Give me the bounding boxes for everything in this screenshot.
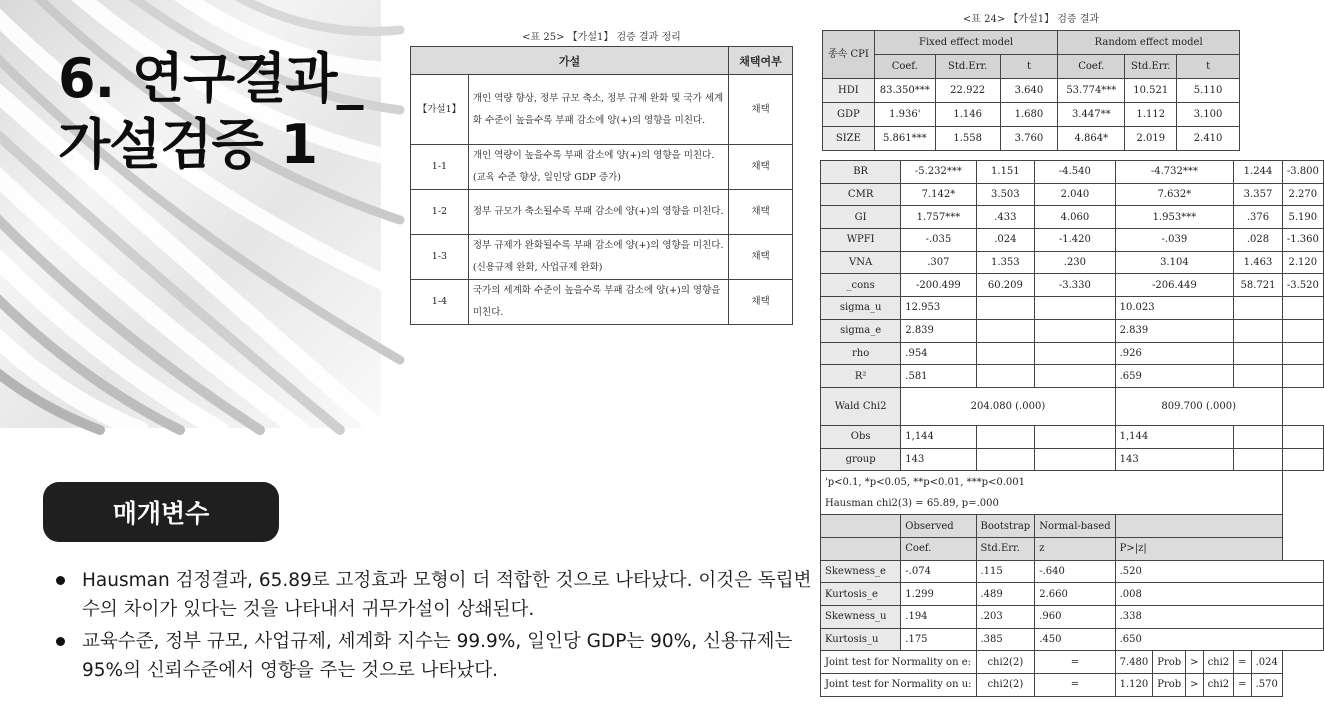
table-cell: 1.680 (1000, 103, 1058, 127)
table-cell: > (1186, 651, 1203, 674)
statistic-name: group (821, 448, 901, 471)
table-cell: .024 (976, 229, 1035, 252)
table-cell (1035, 297, 1115, 320)
col-header: t (1177, 55, 1240, 79)
table-cell: 143 (901, 448, 976, 471)
variable-name: BR (821, 161, 901, 184)
table-row (821, 651, 1324, 674)
table-cell: 1.146 (935, 103, 1000, 127)
table-cell (1234, 342, 1283, 365)
table-cell: 3.760 (1000, 127, 1058, 151)
col-header: Coef. (1058, 55, 1125, 79)
table-cell: 1.299 (901, 583, 976, 606)
bootstrap-subheader: z (1035, 537, 1115, 560)
variable-name: Kurtosis_e (821, 583, 901, 606)
col-header: Std.Err. (1125, 55, 1177, 79)
table-cell: 12.953 (901, 297, 976, 320)
table-cell: 2.839 (1115, 319, 1234, 342)
table-row (821, 560, 1324, 583)
table-cell: 3.640 (1000, 79, 1058, 103)
bootstrap-subheader: Coef. (901, 537, 976, 560)
bootstrap-header: Bootstrap (976, 515, 1035, 538)
table-row (823, 103, 1240, 127)
table-cell: 3.503 (976, 183, 1035, 206)
table-cell: 143 (1115, 448, 1234, 471)
bootstrap-header: Observed (901, 515, 976, 538)
table-cell: -4.732*** (1115, 161, 1234, 184)
table-cell: .489 (976, 583, 1035, 606)
table-row (821, 206, 1324, 229)
table-cell (1035, 365, 1115, 388)
hypothesis-text: 개인 역량이 높을수록 부패 감소에 양(+)의 영향을 미친다. (교육 수준 향상, 일인당 GDP 증가) (468, 145, 728, 190)
table-row (823, 127, 1240, 151)
hypothesis-text: 정부 규모가 축소될수록 부패 감소에 양(+)의 영향을 미친다. (468, 190, 728, 235)
table-cell (1282, 365, 1323, 388)
table-cell: -5.232*** (901, 161, 976, 184)
table-cell: -3.330 (1035, 274, 1115, 297)
table-cell: .115 (976, 560, 1035, 583)
section-badge: 매개변수 (43, 482, 279, 542)
table-cell (976, 448, 1035, 471)
table-cell: 3.104 (1115, 251, 1234, 274)
table-cell (1234, 297, 1283, 320)
table-row (821, 161, 1324, 184)
variable-name: GI (821, 206, 901, 229)
table-cell: .960 (1035, 606, 1115, 629)
table-cell: = (1035, 674, 1115, 697)
table25 (410, 46, 793, 325)
table-cell (976, 425, 1035, 448)
significance-note: 'p<0.1, *p<0.05, **p<0.01, ***p<0.001 (821, 471, 1283, 493)
table-row (411, 75, 793, 145)
table-row (821, 537, 1324, 560)
table-cell: 1.757*** (901, 206, 976, 229)
table25-caption: <표 25> 【가설1】 검증 결과 정리 (522, 32, 681, 43)
table-cell (976, 319, 1035, 342)
table-row (411, 145, 793, 190)
table-cell: 3.100 (1177, 103, 1240, 127)
table-row (821, 319, 1324, 342)
table-cell: .028 (1234, 229, 1283, 252)
table-row (821, 448, 1324, 471)
page-title (58, 46, 363, 178)
significance-note: Hausman chi2(3) = 65.89, p=.000 (821, 493, 1283, 515)
hypothesis-id: 1-3 (411, 235, 469, 280)
statistic-name: Obs (821, 425, 901, 448)
table-cell (1035, 448, 1115, 471)
table-cell: 1,144 (1115, 425, 1234, 448)
hypothesis-result: 채택 (729, 75, 793, 145)
table-cell: -.640 (1035, 560, 1115, 583)
table-cell: 1.953*** (1115, 206, 1234, 229)
table-cell (976, 342, 1035, 365)
table-cell: .659 (1115, 365, 1234, 388)
table-row (823, 79, 1240, 103)
hypothesis-id: 1-1 (411, 145, 469, 190)
table-cell: 53.774*** (1058, 79, 1125, 103)
statistic-name: Wald Chi2 (821, 387, 901, 425)
table-cell: 1.353 (976, 251, 1035, 274)
table-cell: 2.040 (1035, 183, 1115, 206)
table-cell (1035, 342, 1115, 365)
table-cell: 3.357 (1234, 183, 1283, 206)
table-row (821, 365, 1324, 388)
table-cell (821, 515, 901, 538)
table-cell (1234, 365, 1283, 388)
table-cell: 809.700 (.000) (1115, 387, 1282, 425)
table-cell: -.035 (901, 229, 976, 252)
table-cell (1234, 425, 1283, 448)
table-cell: > (1186, 674, 1203, 697)
table-cell: .385 (976, 628, 1035, 651)
table-cell (1282, 425, 1323, 448)
table-cell: 83.350*** (874, 79, 935, 103)
hypothesis-text: 국가의 세계화 수준이 높을수록 부패 감소에 양(+)의 영향을 미친다. (468, 280, 728, 325)
table-cell: .203 (976, 606, 1035, 629)
table-cell: .194 (901, 606, 976, 629)
table-row (821, 274, 1324, 297)
variable-name: SIZE (823, 127, 875, 151)
table-cell: 58.721 (1234, 274, 1283, 297)
table-cell: -4.540 (1035, 161, 1115, 184)
table-cell: 1,144 (901, 425, 976, 448)
table-cell: .008 (1115, 583, 1323, 606)
table-cell: -.039 (1115, 229, 1234, 252)
table-cell: 7.142* (901, 183, 976, 206)
table-cell: 60.209 (976, 274, 1035, 297)
table-cell: 2.120 (1282, 251, 1323, 274)
table-row (821, 425, 1324, 448)
table-row (821, 342, 1324, 365)
hypothesis-result: 채택 (729, 190, 793, 235)
table-cell: .926 (1115, 342, 1234, 365)
table-cell: 4.864* (1058, 127, 1125, 151)
table-cell: 4.060 (1035, 206, 1115, 229)
table-row (821, 387, 1324, 425)
table-cell: = (1234, 651, 1251, 674)
table-cell: .175 (901, 628, 976, 651)
table-cell (976, 365, 1035, 388)
table-cell: .433 (976, 206, 1035, 229)
table-cell: 204.080 (.000) (901, 387, 1115, 425)
statistic-name: R² (821, 365, 901, 388)
finding-item-1: Hausman 검정결과, 65.89로 고정효과 모형이 더 적합한 것으로 나타났다. 이것은 독립변수의 차이가 있다는 것을 나타내서 귀무가설이 상쇄된다. (56, 566, 818, 624)
table-cell: -3.800 (1282, 161, 1323, 184)
title-line-1: 6. 연구결과_ (58, 47, 363, 110)
table-cell (1035, 319, 1115, 342)
table-cell: 2.270 (1282, 183, 1323, 206)
table-cell: -206.449 (1115, 274, 1234, 297)
table-row (821, 606, 1324, 629)
table24-continued (820, 160, 1324, 697)
table-row (411, 235, 793, 280)
fixed-effect-header: Fixed effect model (874, 31, 1058, 55)
table-cell: 2.410 (1177, 127, 1240, 151)
table-cell: 1.463 (1234, 251, 1283, 274)
joint-test-label: Joint test for Normality on e: (821, 651, 977, 674)
hypothesis-id: 1-4 (411, 280, 469, 325)
hypothesis-text: 개인 역량 향상, 정부 규모 축소, 정부 규제 완화 및 국가 세계화 수준이 높을수록 부패 감소에 양(+)의 영향을 미친다. (468, 75, 728, 145)
variable-name: WPFI (821, 229, 901, 252)
table-cell (1282, 297, 1323, 320)
table-row (821, 583, 1324, 606)
table-cell: chi2(2) (976, 674, 1035, 697)
variable-name: VNA (821, 251, 901, 274)
hypothesis-id: 1-2 (411, 190, 469, 235)
table-cell (1115, 515, 1282, 538)
table-cell: 2.019 (1125, 127, 1177, 151)
table-cell (1282, 342, 1323, 365)
table-cell (1282, 319, 1323, 342)
variable-name: Skewness_e (821, 560, 901, 583)
findings-list (56, 566, 818, 688)
table-cell: 7.480 (1115, 651, 1153, 674)
col-header: Std.Err. (935, 55, 1000, 79)
hypothesis-result: 채택 (729, 235, 793, 280)
hypothesis-id: 【가설1】 (411, 75, 469, 145)
table-cell: -.074 (901, 560, 976, 583)
table-row (821, 229, 1324, 252)
variable-name: CMR (821, 183, 901, 206)
table-cell: 2.839 (901, 319, 976, 342)
table-cell: -3.520 (1282, 274, 1323, 297)
table-row (821, 628, 1324, 651)
table-cell: .338 (1115, 606, 1323, 629)
table-row (821, 297, 1324, 320)
table-row (821, 674, 1324, 697)
bootstrap-header: Normal-based (1035, 515, 1115, 538)
table-cell (1035, 425, 1115, 448)
statistic-name: sigma_u (821, 297, 901, 320)
table-cell: Prob (1153, 674, 1186, 697)
table-cell: 10.023 (1115, 297, 1234, 320)
table-cell (821, 537, 901, 560)
table-cell (1282, 448, 1323, 471)
hypothesis-result: 채택 (729, 145, 793, 190)
table-row (821, 515, 1324, 538)
statistic-name: sigma_e (821, 319, 901, 342)
table-row (821, 183, 1324, 206)
table-cell: 5.110 (1177, 79, 1240, 103)
table-cell: Prob (1153, 651, 1186, 674)
table-cell: -200.499 (901, 274, 976, 297)
table-cell: -1.420 (1035, 229, 1115, 252)
table-cell: .376 (1234, 206, 1283, 229)
table-cell: .581 (901, 365, 976, 388)
col-header: Coef. (874, 55, 935, 79)
table-row (821, 471, 1324, 493)
bootstrap-subheader: Std.Err. (976, 537, 1035, 560)
variable-name: Kurtosis_u (821, 628, 901, 651)
table-row (821, 251, 1324, 274)
table-cell: 1.244 (1234, 161, 1283, 184)
table-cell: 5.190 (1282, 206, 1323, 229)
title-line-2: 가설검증 1 (58, 113, 318, 176)
table-row (411, 190, 793, 235)
table-cell: chi2 (1203, 674, 1234, 697)
variable-name: GDP (823, 103, 875, 127)
table-cell: = (1234, 674, 1251, 697)
table-cell (1234, 448, 1283, 471)
random-effect-header: Random effect model (1058, 31, 1240, 55)
bootstrap-subheader: P>|z| (1115, 537, 1282, 560)
table25-header-result: 채택여부 (729, 47, 793, 75)
table-cell: 10.521 (1125, 79, 1177, 103)
table24-corner: 종속 CPI (823, 31, 875, 79)
table-cell: .307 (901, 251, 976, 274)
table-cell (976, 297, 1035, 320)
table-cell: 2.660 (1035, 583, 1115, 606)
table-cell: chi2 (1203, 651, 1234, 674)
table-cell: .650 (1115, 628, 1323, 651)
statistic-name: rho (821, 342, 901, 365)
table-cell: .450 (1035, 628, 1115, 651)
table24-caption: <표 24> 【가설1】 검증 결과 (962, 14, 1100, 25)
variable-name: Skewness_u (821, 606, 901, 629)
table-cell: .570 (1251, 674, 1282, 697)
table-cell: .520 (1115, 560, 1323, 583)
table-cell: .024 (1251, 651, 1282, 674)
table24-main (822, 30, 1240, 151)
table-cell: 1.112 (1125, 103, 1177, 127)
table-row (411, 280, 793, 325)
table-cell: chi2(2) (976, 651, 1035, 674)
finding-item-2: 교육수준, 정부 규모, 사업규제, 세계화 지수는 99.9%, 일인당 GDP는 90%, 신용규제는 95%의 신뢰수준에서 영향을 주는 것으로 나타났다. (56, 627, 818, 685)
table-row (821, 493, 1324, 515)
col-header: t (1000, 55, 1058, 79)
table-cell (1234, 319, 1283, 342)
table-cell: 7.632* (1115, 183, 1234, 206)
hypothesis-result: 채택 (729, 280, 793, 325)
table-cell: 1.151 (976, 161, 1035, 184)
table-cell: 3.447** (1058, 103, 1125, 127)
table-cell: 1.558 (935, 127, 1000, 151)
joint-test-label: Joint test for Normality on u: (821, 674, 977, 697)
table-cell: 1.120 (1115, 674, 1153, 697)
table-cell: = (1035, 651, 1115, 674)
table-cell: .230 (1035, 251, 1115, 274)
table-cell: 1.936' (874, 103, 935, 127)
table-cell: .954 (901, 342, 976, 365)
table-cell: -1.360 (1282, 229, 1323, 252)
table-cell: 5.861*** (874, 127, 935, 151)
table25-header-hypothesis: 가설 (411, 47, 729, 75)
table-cell: 22.922 (935, 79, 1000, 103)
variable-name: HDI (823, 79, 875, 103)
variable-name: _cons (821, 274, 901, 297)
hypothesis-text: 정부 규제가 완화될수록 부패 감소에 양(+)의 영향을 미친다. (신용규제 완화, 사업규제 완화) (468, 235, 728, 280)
